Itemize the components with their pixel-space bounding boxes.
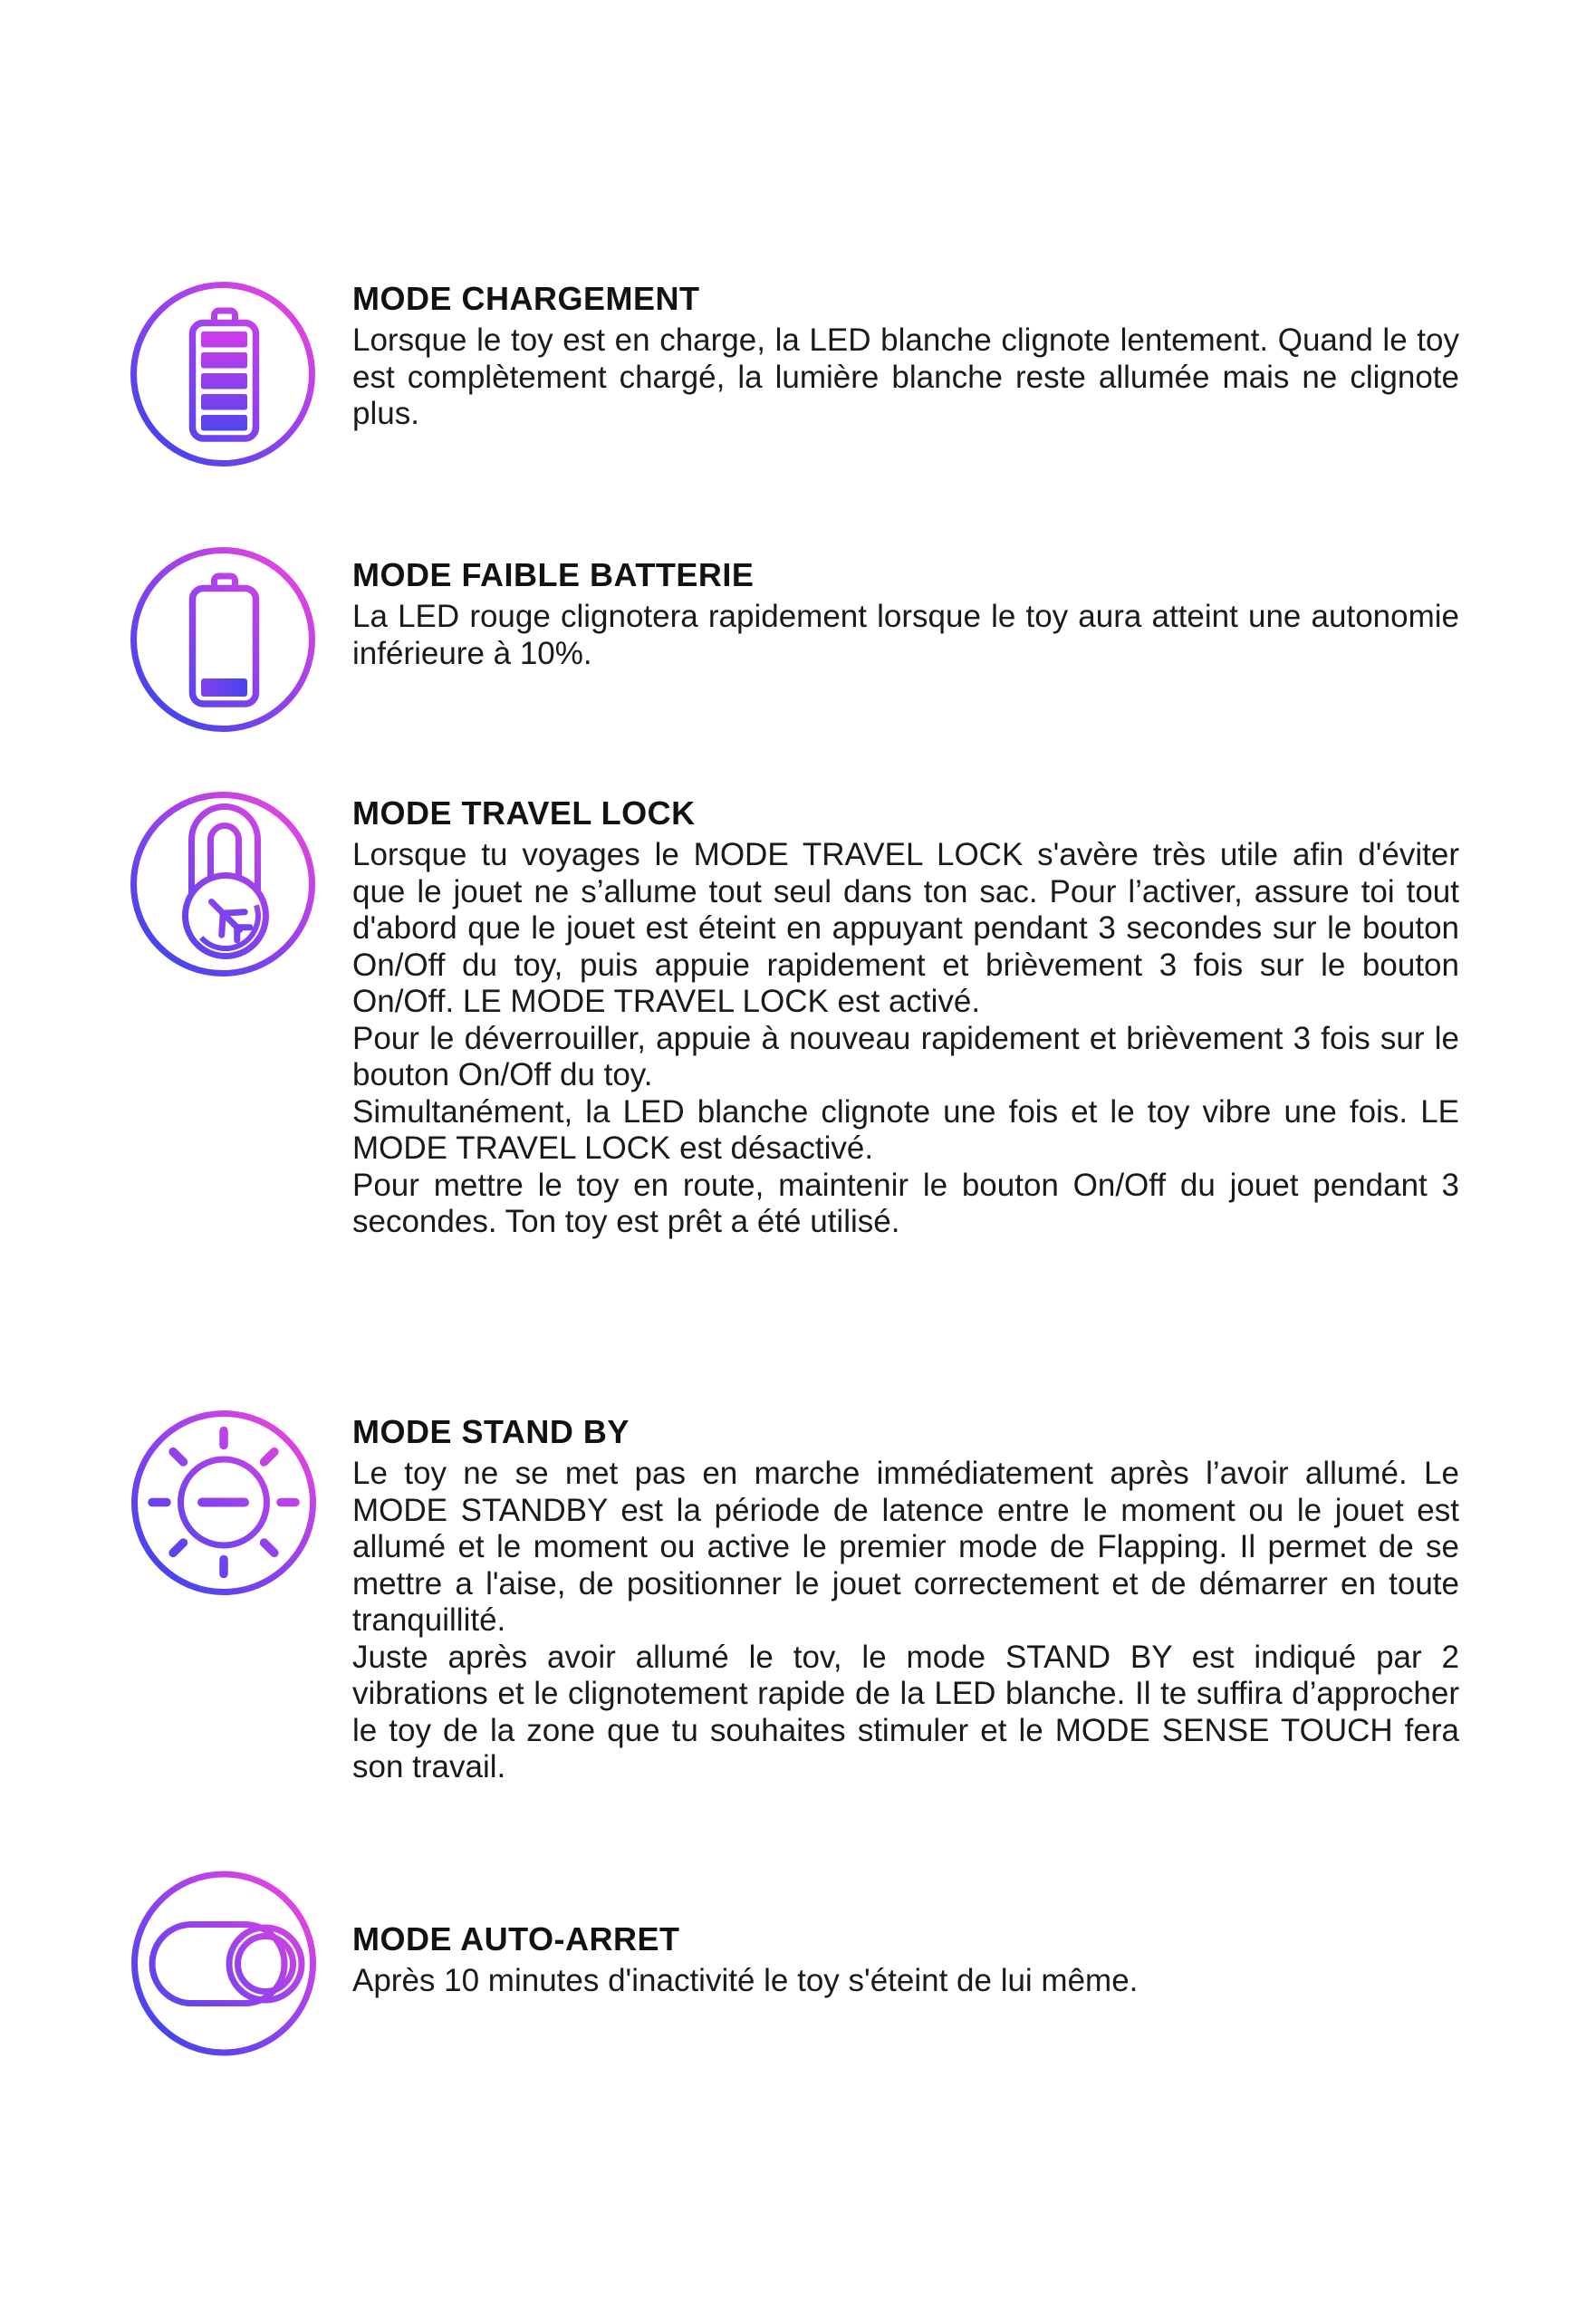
battery-low-icon	[130, 546, 316, 733]
standby-icon	[130, 1409, 316, 1595]
section-title: MODE CHARGEMENT	[352, 280, 700, 317]
section-title: MODE AUTO-ARRET	[352, 1920, 680, 1958]
section-text	[352, 794, 1459, 1241]
body-paragraph: La LED rouge clignotera rapidement lorsque le toy aura atteint une autonomie inférieure à 10%.	[352, 599, 1459, 671]
body-paragraph: Juste après avoir allumé le tov, le mode STAND BY est indiqué par 2 vibrations et le clignotement rapide de la LED blanche. Il te suffira d’approcher le toy de la zone que tu souhaites stimuler et le MODE SENSE TOUCH fera son travail.	[352, 1639, 1459, 1784]
section-text	[352, 1919, 1459, 2000]
body-paragraph: Pour mettre le toy en route, maintenir le bouton On/Off du jouet pendant 3 secondes. Ton toy est prêt a été utilisé.	[352, 1167, 1459, 1239]
body-paragraph: Lorsque le toy est en charge, la LED blanche clignote lentement. Quand le toy est complètement chargé, la lumière blanche reste allumée mais ne clignote plus.	[352, 322, 1459, 431]
section-text	[352, 279, 1459, 433]
section-body	[352, 1963, 1459, 2000]
body-paragraph: Le toy ne se met pas en marche immédiatement après l’avoir allumé. Le MODE STANDBY est la période de latence entre le moment ou le jouet est allumé et le moment ou active le premier mode de Flapping. Il permet de se mettre a l'aise, de positionner le jouet correctement et de démarrer en toute tranquillité.	[352, 1456, 1459, 1638]
travel-lock-icon	[130, 791, 316, 977]
body-paragraph: Après 10 minutes d'inactivité le toy s'éteint de lui même.	[352, 1963, 1139, 1998]
section-title: MODE STAND BY	[352, 1413, 630, 1450]
body-paragraph: Simultanément, la LED blanche clignote une fois et le toy vibre une fois. LE MODE TRAVEL LOCK est désactivé.	[352, 1093, 1459, 1166]
section-body	[352, 1456, 1459, 1786]
auto-off-toggle-icon	[130, 1871, 316, 2057]
section-text	[352, 1412, 1459, 1786]
battery-charging-icon	[130, 281, 316, 467]
section-title: MODE TRAVEL LOCK	[352, 794, 696, 832]
section-text	[352, 555, 1459, 672]
body-paragraph: Pour le déverrouiller, appuie à nouveau rapidement et brièvement 3 fois sur le bouton On/Off du toy.	[352, 1020, 1459, 1092]
section-body	[352, 599, 1459, 672]
section-body	[352, 322, 1459, 433]
body-paragraph: Lorsque tu voyages le MODE TRAVEL LOCK s'avère très utile afin d'éviter que le jouet ne s’allume tout seul dans ton sac. Pour l’activer, assure toi tout d'abord que le jouet est éteint en appuyant pendant 3 secondes sur le bouton On/Off du toy, puis appuie rapidement et brièvement 3 fois sur le bouton On/Off. LE MODE TRAVEL LOCK est activé.	[352, 837, 1459, 1019]
section-title: MODE FAIBLE BATTERIE	[352, 556, 755, 593]
section-body	[352, 837, 1459, 1241]
